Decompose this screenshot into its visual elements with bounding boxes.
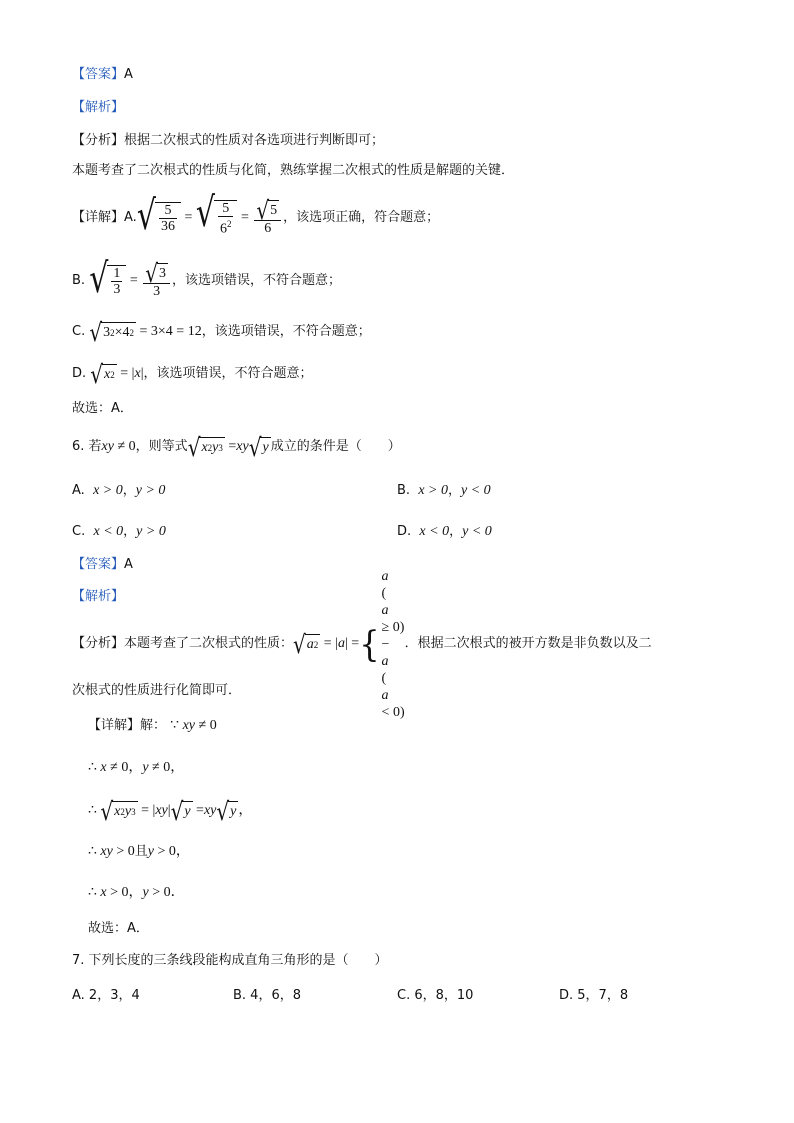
q6-answer-line — [72, 556, 133, 574]
option-label: D. — [72, 366, 87, 381]
q6-analysis-heading — [72, 588, 124, 606]
stem-equation: √ x 2 y 3 = xy √ y — [187, 432, 269, 462]
q6-option-b[interactable]: B. x > 0，y < 0 — [397, 483, 491, 498]
stem-mid: ，则等式 — [135, 439, 188, 454]
abs-formula: √ a 2 = | a | = { a ( a ≥ 0) − a ( a < 0) — [293, 568, 405, 720]
formula-A: √ $\frac{5}{36}$ = √ $\frac{5}{6^2}$ = √ 5 6 — [137, 200, 283, 237]
q7-option-d[interactable]: D. 5，7，8 — [559, 988, 629, 1003]
q6-option-d[interactable]: D. x < 0，y < 0 — [397, 524, 492, 539]
analyze-tag: 【分析】 — [72, 636, 125, 651]
detail-tag: 【详解】 — [72, 210, 125, 225]
formula-B: √ $\frac{1}{3}$ = √ 3 3 — [89, 263, 172, 299]
q6-detail-line: 【详解】解： ∵ xy ≠ 0 — [88, 718, 217, 733]
q6-choose: 故选：A． — [88, 921, 149, 936]
option-label: B. — [72, 273, 86, 288]
stem-prefix: 6. 若 — [72, 439, 102, 454]
option-comment: ，该选项正确，符合题意； — [283, 210, 440, 225]
q5-analysis-heading — [72, 99, 124, 117]
q6-analyze-line2: 次根式的性质进行化简即可． — [72, 683, 242, 698]
answer-tag: 【答案】 — [72, 557, 125, 572]
q5-detail-D — [72, 359, 313, 389]
stem-suffix: 成立的条件是（ ） — [270, 439, 401, 454]
option-label: A. — [124, 210, 137, 225]
q6-step1: ∴ x ≠ 0，y ≠ 0， — [88, 760, 185, 775]
q5-detail-A — [72, 189, 440, 240]
analyze-tag: 【分析】 — [72, 133, 125, 148]
q5-answer-line — [72, 66, 133, 84]
q6-step4: ∴ x > 0，y > 0． — [88, 885, 185, 900]
option-comment: ，该选项错误，不符合题意； — [143, 366, 313, 381]
q7-stem: 7. 下列长度的三条线段能构成直角三角形的是（ ） — [72, 953, 388, 968]
analyze-text-cont: ．根据二次根式的被开方数是非负数以及二 — [404, 636, 652, 651]
q7-option-b[interactable]: B. 4，6，8 — [233, 988, 301, 1003]
q5-detail-B — [72, 255, 341, 303]
q5-analyze-line — [72, 132, 384, 150]
because-sign: ∵ xy ≠ 0 — [170, 718, 217, 733]
stem-condition: xy ≠ 0 — [101, 439, 136, 454]
q6-option-a[interactable]: A. x > 0，y > 0 — [72, 483, 166, 498]
q6-stem — [72, 434, 401, 460]
q6-option-c[interactable]: C. x < 0，y > 0 — [72, 524, 166, 539]
q5-detail-C — [72, 317, 371, 347]
q6-step3: ∴ xy > 0且y > 0， — [88, 844, 190, 859]
option-comment: ，该选项错误，不符合题意； — [201, 324, 371, 339]
option-comment: ，该选项错误，不符合题意； — [171, 273, 341, 288]
formula-D: √ x 2 = | x | — [90, 359, 144, 389]
answer-value: A — [124, 67, 133, 82]
analysis-tag: 【解析】 — [72, 100, 125, 115]
q5-summary-line: 本题考查了二次根式的性质与化简，熟练掌握二次根式的性质是解题的关键． — [72, 163, 515, 178]
analyze-text: 本题考查了二次根式的性质： — [124, 636, 294, 651]
analysis-tag: 【解析】 — [72, 589, 125, 604]
answer-tag: 【答案】 — [72, 67, 125, 82]
q7-option-c[interactable]: C. 6，8，10 — [397, 988, 474, 1003]
q7-option-a[interactable]: A. 2，3，4 — [72, 988, 140, 1003]
option-label: C. — [72, 324, 86, 339]
answer-value: A — [124, 557, 133, 572]
detail-tag: 【详解】 — [88, 718, 141, 733]
formula-C: √ 3 2 ×4 2 = 3×4 = 12 — [89, 317, 202, 347]
q5-choose: 故选：A． — [72, 401, 133, 416]
q6-step2: ∴ √ x 2 y 3 = | xy | √ y = xy √ y ， — [88, 796, 253, 826]
analyze-text: 根据二次根式的性质对各选项进行判断即可； — [124, 133, 385, 148]
